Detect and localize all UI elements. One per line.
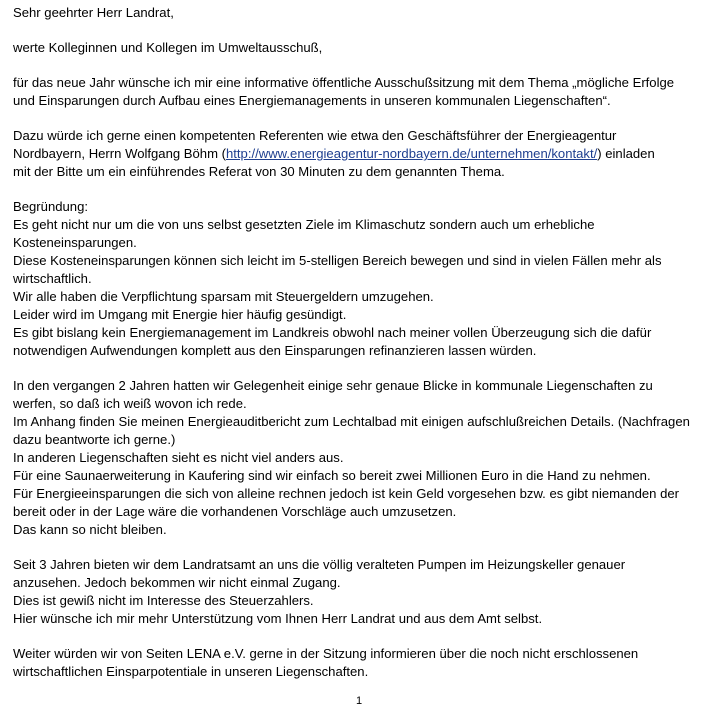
paragraph-line: wirtschaftlichen Einsparpotentiale in unseren Liegenschaften. <box>13 664 369 679</box>
paragraph-request <box>13 74 713 110</box>
paragraph-gap <box>13 360 713 377</box>
paragraph-line: Es geht nicht nur um die von uns selbst gesetzten Ziele im Klimaschutz sondern auch um erhebliche <box>13 217 595 232</box>
paragraph-gap <box>13 22 713 39</box>
paragraph-speaker <box>13 127 713 181</box>
paragraph-experience <box>13 377 713 539</box>
paragraph-line: Das kann so nicht bleiben. <box>13 522 167 537</box>
paragraph-reasoning <box>13 198 713 360</box>
paragraph-line: notwendigen Aufwendungen komplett aus den Einsparungen refinanzieren lassen würden. <box>13 343 537 358</box>
paragraph-line: Es gibt bislang kein Energiemanagement im Landkreis obwohl nach meiner vollen Überzeugung sich die dafür <box>13 325 652 340</box>
paragraph-lena <box>13 645 713 681</box>
paragraph-line: Für Energieeinsparungen die sich von alleine rechnen jedoch ist kein Geld vorgesehen bzw. es gibt niemanden der <box>13 486 680 501</box>
paragraph-gap <box>13 110 713 127</box>
text-before-link: Nordbayern, Herrn Wolfgang Böhm ( <box>13 146 226 161</box>
paragraph-line: Im Anhang finden Sie meinen Energieauditbericht zum Lechtalbad mit einigen aufschlußreichen Details. (Nachfragen <box>13 414 690 429</box>
paragraph-line: Dies ist gewiß nicht im Interesse des Steuerzahlers. <box>13 593 314 608</box>
paragraph-line: In den vergangen 2 Jahren hatten wir Gelegenheit einige sehr genaue Blicke in kommunale Liegenschaften zu <box>13 378 653 393</box>
energieagentur-link[interactable]: http://www.energieagentur-nordbayern.de/unternehmen/kontakt/ <box>226 146 598 161</box>
letter-body <box>13 4 713 681</box>
paragraph-line: dazu beantworte ich gerne.) <box>13 432 176 447</box>
paragraph-line: Kosteneinsparungen. <box>13 235 137 250</box>
paragraph-line: anzusehen. Jedoch bekommen wir nicht einmal Zugang. <box>13 575 341 590</box>
paragraph-gap <box>13 628 713 645</box>
paragraph-gap <box>13 57 713 74</box>
page-number: 1 <box>355 695 363 707</box>
paragraph-line: für das neue Jahr wünsche ich mir eine informative öffentliche Ausschußsitzung mit dem Thema „mögliche Erfolge <box>13 75 675 90</box>
paragraph-line: Leider wird im Umgang mit Energie hier häufig gesündigt. <box>13 307 347 322</box>
paragraph-line: Dazu würde ich gerne einen kompetenten Referenten wie etwa den Geschäftsführer der Energieagentur <box>13 128 617 143</box>
paragraph-line: mit der Bitte um ein einführendes Referat von 30 Minuten zu dem genannten Thema. <box>13 164 505 179</box>
paragraph-line: und Einsparungen durch Aufbau eines Energiemanagements in unseren kommunalen Liegenschaften“. <box>13 93 611 108</box>
paragraph-line: Hier wünsche ich mir mehr Unterstützung vom Ihnen Herr Landrat und aus dem Amt selbst. <box>13 611 543 626</box>
paragraph-line: Für eine Saunaerweiterung in Kaufering sind wir einfach so bereit zwei Millionen Euro in die Hand zu nehmen. <box>13 468 651 483</box>
paragraph-line: Diese Kosteneinsparungen können sich leicht im 5-stelligen Bereich bewegen und sind in vielen Fällen mehr als <box>13 253 662 268</box>
paragraph-pumps <box>13 556 713 628</box>
paragraph-gap <box>13 181 713 198</box>
paragraph-line: werfen, so daß ich weiß wovon ich rede. <box>13 396 247 411</box>
reasoning-heading: Begründung: <box>13 199 88 214</box>
paragraph-gap <box>13 539 713 556</box>
paragraph-line: wirtschaftlich. <box>13 271 92 286</box>
paragraph-line-with-link <box>13 145 713 163</box>
salutation: Sehr geehrter Herr Landrat, <box>13 5 174 20</box>
text-after-link: ) einladen <box>597 146 655 161</box>
paragraph-line: Seit 3 Jahren bieten wir dem Landratsamt an uns die völlig veralteten Pumpen im Heizungskeller genauer <box>13 557 626 572</box>
paragraph-line: In anderen Liegenschaften sieht es nicht viel anders aus. <box>13 450 344 465</box>
paragraph-line: bereit oder in der Lage wäre die vorhandenen Vorschläge auch umzusetzen. <box>13 504 457 519</box>
greeting: werte Kolleginnen und Kollegen im Umweltausschuß, <box>13 40 323 55</box>
paragraph-line: Weiter würden wir von Seiten LENA e.V. gerne in der Sitzung informieren über die noch nicht erschlossenen <box>13 646 639 661</box>
paragraph-line: Wir alle haben die Verpflichtung sparsam mit Steuergeldern umzugehen. <box>13 289 434 304</box>
